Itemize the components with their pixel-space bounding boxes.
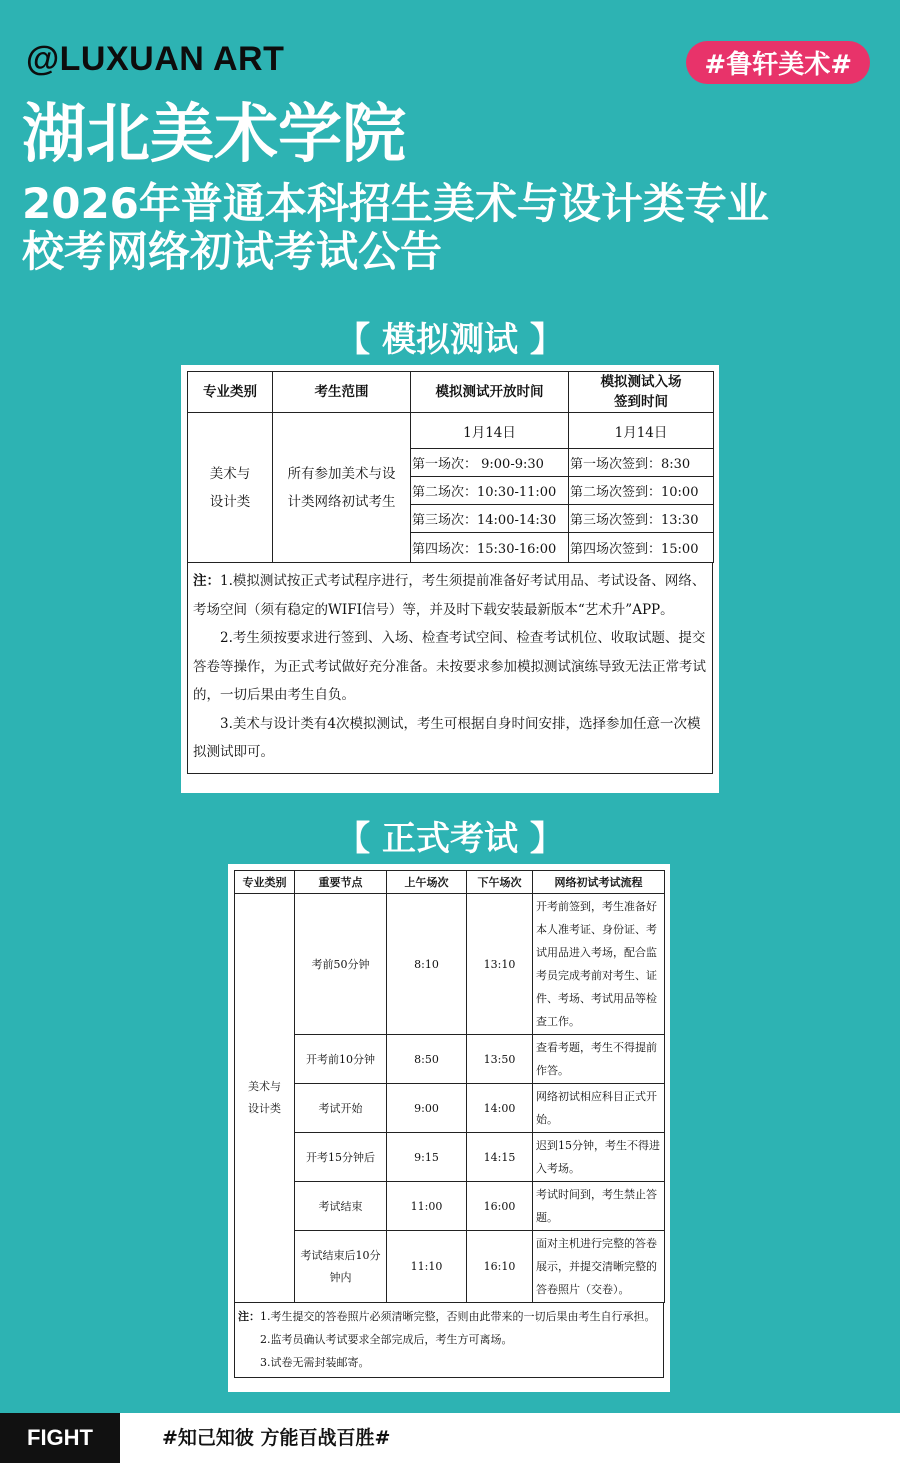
- flow-cell: 迟到15分钟，考生不得进入考场。: [533, 1133, 665, 1182]
- scope-cell: [273, 413, 411, 563]
- flow-cell: 查看考题，考生不得提前作答。: [533, 1035, 665, 1084]
- header-flow: 网络初试考试流程: [533, 871, 665, 894]
- header-node: 重要节点: [295, 871, 387, 894]
- sign-session-2: 第二场次签到：10:00: [569, 477, 714, 505]
- note-1: [193, 567, 707, 624]
- morning-cell: 11:10: [387, 1231, 467, 1303]
- header-open-time: 模拟测试开放时间: [411, 372, 569, 413]
- mock-test-document: [181, 365, 719, 793]
- note-prefix: 注：: [238, 1310, 260, 1323]
- flow-cell: 面对主机进行完整的答卷展示，并提交清晰完整的答卷照片（交卷）。: [533, 1231, 665, 1303]
- morning-cell: 9:00: [387, 1084, 467, 1133]
- header-sign-time: [569, 372, 714, 413]
- flow-cell: 开考前签到，考生准备好本人准考证、身份证、考试用品进入考场，配合监考员完成考前对考生、证件、考场、考试用品等检查工作。: [533, 894, 665, 1035]
- afternoon-cell: 13:50: [467, 1035, 533, 1084]
- header-category: 专业类别: [235, 871, 295, 894]
- note-3: 3.美术与设计类有4次模拟测试，考生可根据自身时间安排，选择参加任意一次模拟测试即可。: [193, 715, 701, 760]
- note-1: [238, 1305, 660, 1328]
- afternoon-cell: 13:10: [467, 894, 533, 1035]
- table-row: [235, 1231, 665, 1303]
- header-afternoon: 下午场次: [467, 871, 533, 894]
- table-header-row: [188, 372, 714, 413]
- formal-exam-table: [234, 870, 665, 1303]
- afternoon-cell: 14:15: [467, 1133, 533, 1182]
- header-sign-time-line2: 签到时间: [614, 394, 668, 410]
- formal-exam-heading: 【 正式考试 】: [336, 819, 564, 859]
- sign-session-1: 第一场次签到：8:30: [569, 449, 714, 477]
- open-session-1: 第一场次： 9:00-9:30: [411, 449, 569, 477]
- page-subtitle: [22, 180, 769, 277]
- table-header-row: [235, 871, 665, 894]
- scope-line1: 所有参加美术与设: [287, 465, 396, 482]
- mock-test-heading: 【 模拟测试 】: [336, 320, 564, 360]
- mock-test-table: [187, 371, 714, 563]
- header-scope: 考生范围: [273, 372, 411, 413]
- footer-bar: [0, 1413, 900, 1463]
- table-row: [235, 1035, 665, 1084]
- open-session-2: 第二场次：10:30-11:00: [411, 477, 569, 505]
- note-1-text: 1.考生提交的答卷照片必须清晰完整，否则由此带来的一切后果由考生自行承担。: [260, 1310, 656, 1323]
- formal-exam-document: [228, 864, 670, 1392]
- category-line1: 美术与: [209, 465, 251, 482]
- category-cell: [235, 894, 295, 1303]
- note-2: 2.考生须按要求进行签到、入场、检查考试空间、检查考试机位、收取试题、提交答卷等操作，为正式考试做好充分准备。未按要求参加模拟测试演练导致无法正常考试的，一切后果由考生自负。: [193, 630, 706, 703]
- morning-cell: 9:15: [387, 1133, 467, 1182]
- table-row: [235, 1084, 665, 1133]
- table-row: [235, 1133, 665, 1182]
- afternoon-cell: 14:00: [467, 1084, 533, 1133]
- flow-cell: 网络初试相应科目正式开始。: [533, 1084, 665, 1133]
- sign-session-3: 第三场次签到：13:30: [569, 505, 714, 533]
- header-sign-time-line1: 模拟测试入场: [600, 374, 682, 390]
- footer-slogan: #知己知彼 方能百战百胜#: [162, 1427, 391, 1449]
- header-morning: 上午场次: [387, 871, 467, 894]
- table-row: [235, 894, 665, 1035]
- node-cell: 考试开始: [295, 1084, 387, 1133]
- node-cell: 考试结束: [295, 1182, 387, 1231]
- note-1-text: 1.模拟测试按正式考试程序进行，考生须提前准备好考试用品、考试设备、网络、考场空间（须有稳定的WIFI信号）等，并及时下载安装最新版本“艺术升”APP。: [193, 573, 706, 618]
- sign-date-cell: 1月14日: [569, 413, 714, 449]
- category-line1: 美术与: [248, 1080, 281, 1093]
- category-line2: 设计类: [248, 1102, 281, 1115]
- header-category: 专业类别: [188, 372, 273, 413]
- scope-line2: 计类网络初试考生: [287, 493, 396, 510]
- sign-session-4: 第四场次签到：15:00: [569, 533, 714, 563]
- note-3: 3.试卷无需封装邮寄。: [260, 1356, 370, 1369]
- morning-cell: 8:10: [387, 894, 467, 1035]
- flow-cell: 考试时间到，考生禁止答题。: [533, 1182, 665, 1231]
- morning-cell: 8:50: [387, 1035, 467, 1084]
- brand-logo-text: @LUXUAN ART: [26, 40, 285, 78]
- note-prefix: 注：: [193, 573, 220, 589]
- category-cell: [188, 413, 273, 563]
- morning-cell: 11:00: [387, 1182, 467, 1231]
- node-cell: 考试结束后10分钟内: [295, 1231, 387, 1303]
- open-session-4: 第四场次：15:30-16:00: [411, 533, 569, 563]
- afternoon-cell: 16:10: [467, 1231, 533, 1303]
- subtitle-line-1: 2026年普通本科招生美术与设计类专业: [22, 179, 769, 228]
- mock-test-notes: [187, 563, 713, 774]
- node-cell: 开考15分钟后: [295, 1133, 387, 1182]
- page-title: 湖北美术学院: [22, 98, 406, 172]
- subtitle-line-2: 校考网络初试考试公告: [22, 227, 443, 277]
- table-row: [235, 1182, 665, 1231]
- node-cell: 考前50分钟: [295, 894, 387, 1035]
- node-cell: 开考前10分钟: [295, 1035, 387, 1084]
- fight-label: FIGHT: [0, 1413, 120, 1463]
- hashtag-badge: #鲁轩美术#: [686, 41, 870, 84]
- category-line2: 设计类: [209, 493, 251, 510]
- open-date-cell: 1月14日: [411, 413, 569, 449]
- table-row: [188, 413, 714, 449]
- formal-exam-notes: [234, 1303, 664, 1378]
- open-session-3: 第三场次：14:00-14:30: [411, 505, 569, 533]
- afternoon-cell: 16:00: [467, 1182, 533, 1231]
- note-2: 2.监考员确认考试要求全部完成后，考生方可离场。: [260, 1333, 513, 1346]
